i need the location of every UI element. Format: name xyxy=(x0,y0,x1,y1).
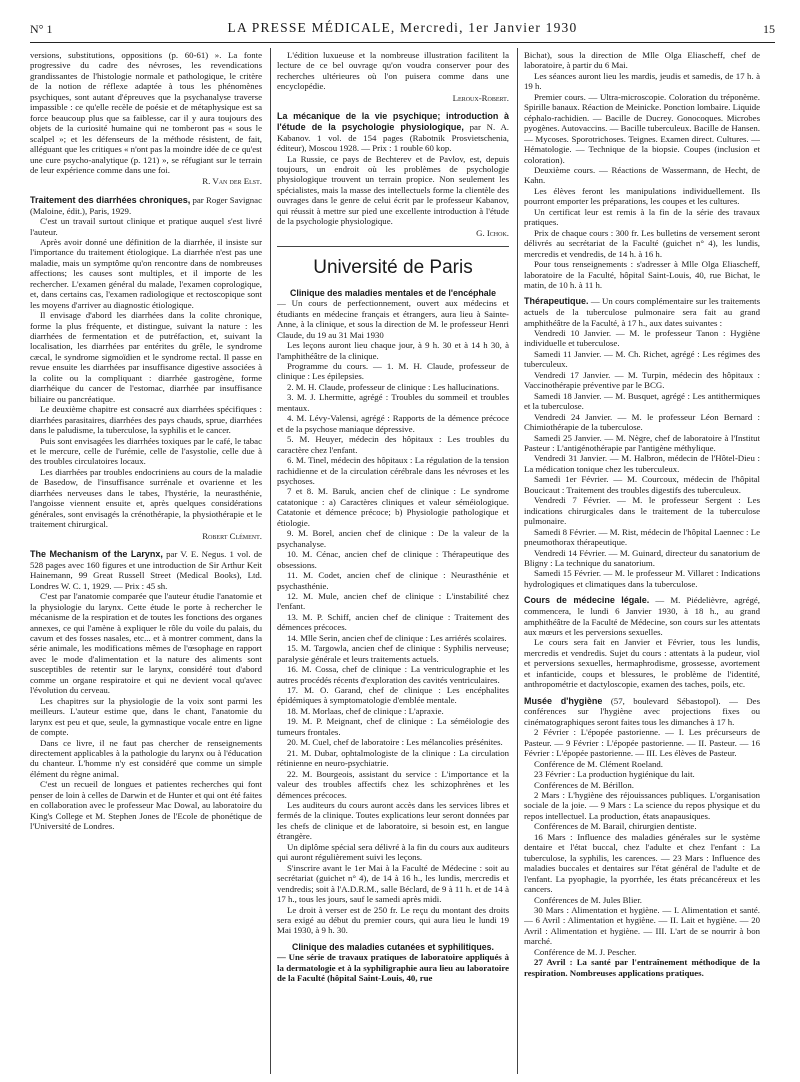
review-text: Puis sont envisagées les diarrhées toxiques par le café, le tabac et le mercure, celle de l'urémie, celle de l'asystolie, celle due à des troubles circulatoires locaux. xyxy=(30,435,262,467)
review-title: La mécanique de la vie psychique; introduction à l'étude de la psychologie physiologique, xyxy=(277,111,509,132)
review-text: Il envisage d'abord les diarrhées dans la colite chronique, forme la plus fréquente, et distingue, suivant la nature : les diarrhées de fermentation et de putréfaction, et, suivant la localisation, les diarrhées par entérites du grêle, le syndrome cæcal, le syndrome sigmoïdien et le syndrome rectal. Il passe en revue ensuite les diarrhées par insuffisance digestive associées à la colite ou la compliquant : diarrhée gastrogène, forme diarrhéique du cancer de l'estomac, diarrhée par insuffisance biliaire ou pancréatique. xyxy=(30,310,262,404)
notice-text: — M. Piédelièvre, agrégé, commencera, le lundi 6 Janvier 1930, à 18 h., au grand amphithéâtre de la Faculté de Médecine, son cours sur les attentats aux mœurs et les perversions sexuelles. xyxy=(524,595,760,637)
review-signature: Leroux-Robert. xyxy=(452,92,509,103)
list-item: 12. M. Mule, ancien chef de clinique : L'instabilité chez l'enfant. xyxy=(277,590,509,612)
list-item: 10. M. Cénac, ancien chef de clinique : Thérapeutique des obsessions. xyxy=(277,549,509,570)
header-rule xyxy=(30,42,775,43)
list-item: 5. M. Heuyer, médecin des hôpitaux : Les troubles du caractère chez l'enfant. xyxy=(277,434,509,455)
column-3 xyxy=(524,50,760,1076)
list-item: 17. M. O. Garand, chef de clinique : Les encéphalites épidémiques à symptomatologie d'emblée mentale. xyxy=(277,685,509,706)
review-title: The Mechanism of the Larynx, xyxy=(30,549,163,560)
list-item: Samedi 11 Janvier. — M. Ch. Richet, agrégé : Les régimes des tuberculeux. xyxy=(524,348,760,370)
review-text: Après avoir donné une définition de la diarrhée, il insiste sur l'importance du traitement étiologique. La diarrhée n'est pas une maladie, mais un symptôme qu'on rencontre dans de nombreuses affections; les causes sont multiples, et il importe de les rechercher. L'examen général du malade, l'examen coprologique, et, dans certains cas, l'examen radiologique et rectoscopique sont les moyens d'arriver au diagnostic étiologique. xyxy=(30,236,262,310)
notice-text: Un certificat leur est remis à la fin de la série des travaux pratiques. xyxy=(524,206,760,228)
review-signature: Robert Clément. xyxy=(202,530,262,541)
column-divider xyxy=(517,48,518,1074)
list-item: Conférence de M. J. Pescher. xyxy=(534,946,637,957)
review-text: Dans ce livre, il ne faut pas chercher de renseignements directement applicables à la pathologie du larynx ou à l'éducation du chanteur. L'homme n'y est considéré que comme un simple élément du règne animal. xyxy=(30,737,262,779)
column-2 xyxy=(277,50,509,1076)
column-divider xyxy=(270,48,271,1074)
notice-heading xyxy=(524,696,760,728)
list-item: 2 Mars : L'hygiène des réjouissances publiques. L'organisation sociale de la joie. — 9 Mars : La science du repos physique et du repos intellectuel. La production, états anapausiques. xyxy=(524,790,760,821)
review-text: versions, substitutions, oppositions (p. 60-61) ». La fonte progressive du cadre des névroses, les revendications grandissantes de l'histologie normale et pathologique, le critère de la notion de réflexe adaptée à tous les phénomènes psychiques, sont autant d'épreuves que la psychanalyse traverse impassible : ce qu'elle recèle de poésie et de métaphysique est sa force beaucoup plus que sa faiblesse, car il y aura toujours des objets de la curiosité humaine qui ne tomberont pas « sous le scalpel »; et les défenseurs de la méthode résistent, de fait, alléguant que les critiques « n'ont pas la moindre idée de ce qu'est une cure psycho-analytique (p. 121) », se réfugiant sur le terrain de leur expérience comme dans une foi. xyxy=(30,50,262,175)
notice-text: Prix de chaque cours : 300 fr. Les bulletins de versement seront délivrés au secrétariat de la Faculté (guichet n° 4), les lundis, mercredis et vendredis, de 14 h. à 16 h. xyxy=(524,227,760,259)
review-meta: par V. E. Negus. 1 vol. de 528 pages avec 160 figures et une introduction de Sir Arthur Keit Hainemann, 99 Great Russell Street (Medical Books), Ltd. Londres W. C. 1, 1929. — Prix : 45 sh. xyxy=(30,549,262,591)
list-item: 14. Mlle Serin, ancien chef de clinique : Les arriérés scolaires. xyxy=(287,632,507,643)
list-item: 6. M. Tinel, médecin des hôpitaux : La régulation de la tension rachidienne et de la circulation cérébrale dans les névroses et les psychoses. xyxy=(277,455,509,486)
list-item: 11. M. Codet, ancien chef de clinique : Neurasthénie et psychasthénie. xyxy=(277,570,509,591)
notice-text: S'inscrire avant le 1er Mai à la Faculté de Médecine : soit au secrétariat (guichet n° 4), de 14 à 16 h., les lundis, mercredis et vendredis; soit à l'A.D.R.M., salle Béclard, de 9 à 11 h. et de 14 à 17 h., tous les jours, sauf le samedi après midi. xyxy=(277,862,509,905)
list-item: 4. M. Lévy-Valensi, agrégé : Rapports de la démence précoce et de la psychose maniaque dépressive. xyxy=(277,413,509,434)
list-item: 19. M. P. Meignant, chef de clinique : La séméiologie des tumeurs frontales. xyxy=(277,716,509,737)
lecture-list xyxy=(524,328,760,589)
list-item: Samedi 15 Février. — M. le professeur M. Villaret : Indications hydrologiques et climatiques dans la tuberculose. xyxy=(524,568,760,589)
list-item: Conférences de M. Jules Blier. xyxy=(534,894,642,905)
list-item: Samedi 18 Janvier. — M. Busquet, agrégé : Les antithermiques et la tuberculose. xyxy=(524,390,760,412)
column-1 xyxy=(30,50,262,1076)
notice-text: — Un cours complémentaire sur les traitements actuels de la tuberculose pulmonaire sera fait au grand amphithéâtre de la Faculté, à 17 h., aux dates suivantes : xyxy=(524,296,760,328)
review-text: La Russie, ce pays de Bechterev et de Pavlov, est, depuis toujours, un endroit où les problèmes de psychologie physiologique trouvent un terrain propice. Non seulement les spécialistes, mais la masse des intellectuels forme la clientèle des ouvrages dans le genre de celui écrit par le professeur Kabanov, qui réussit à mettre sur pied une excellente introduction à l'étude de la psychologie physiologique. xyxy=(277,153,509,227)
review-text: C'est un travail surtout clinique et pratique auquel s'est livré l'auteur. xyxy=(30,216,262,237)
running-title: LA PRESSE MÉDICALE, Mercredi, 1er Janvier 1930 xyxy=(227,20,578,35)
list-item: Conférence de M. Clément Roeland. xyxy=(534,758,663,769)
list-item: Vendredi 7 Février. — M. le professeur Sergent : Les indications chirurgicales dans le traitement de la tuberculose pulmonaire. xyxy=(524,495,760,527)
section-rule xyxy=(277,246,509,247)
review-text: Les chapitres sur la physiologie de la voix sont parmi les meilleurs. L'auteur estime que, dans le chant, l'anatomie du larynx est peu et que, seule, la gymnastique vocale entre en ligne de compte. xyxy=(30,695,262,738)
lecture-list xyxy=(524,727,760,957)
notice-text: Les séances auront lieu les mardis, jeudis et samedis, de 17 h. à 19 h. xyxy=(524,70,760,92)
section-title: Université de Paris xyxy=(313,257,473,279)
notice-text: Deuxième cours. — Réactions de Wassermann, de Hecht, de Kahn. xyxy=(524,164,760,186)
list-item: 2. M. H. Claude, professeur de clinique : Les hallucinations. xyxy=(287,381,500,392)
review-signature: G. Ichok. xyxy=(476,227,509,238)
list-item: 21. M. Dubar, ophtalmologiste de la clinique : La circulation rétinienne en neuro-psychiatrie. xyxy=(277,747,509,769)
review-text: C'est par l'anatomie comparée que l'auteur étudie l'anatomie et la physiologie du larynx. Cette étude le porte à rechercher le mécanisme de la respiration et de toutes les fonctions des organes annexes, ce qui l'amène à expliquer le rôle du voile du palais, du cavum et des fosses nasales, etc... et à montrer comment, dans la série animale, les modifications mêmes de l'œsophage en rapport avec le mode d'alimentation et la nature des aliments sont susceptibles de retentir sur le larynx, considéré tout d'abord comme un organe respiratoire et qui ne devient vocal qu'avec l'évolution du cerveau. xyxy=(30,591,262,696)
list-item: 16. M. Cossa, chef de clinique : La ventriculographie et les autres procédés récents d'exploration des cavités ventriculaires. xyxy=(277,664,509,685)
notice-text: Le cours sera fait en Janvier et Février, tous les lundis, mercredis et vendredis. Sujet du cours : attentats à la pudeur, viol et perversions sexuelles, hermaphrodisme, grossesse, avortement et infanticide, coups et blessures, le problème de l'identité, anthropométrie et dactyloscopie, examen des taches, poils, etc. xyxy=(524,637,760,690)
review-title: Traitement des diarrhées chroniques, xyxy=(30,194,191,205)
list-item: Vendredi 17 Janvier. — M. Turpin, médecin des hôpitaux : Vaccinothérapie préventive par le BCG. xyxy=(524,369,760,391)
notice-title: Cours de médecine légale. xyxy=(524,595,650,606)
list-item: 3. M. J. Lhermitte, agrégé : Troubles du sommeil et troubles mentaux. xyxy=(277,392,509,413)
list-item: 7 et 8. M. Baruk, ancien chef de clinique : Le syndrome catatonique : a) Caractères cliniques et valeur séméiologique. Catatonie et démence précoce; b) Physiologie pathologique et étiologie. xyxy=(277,486,509,528)
lecture-list xyxy=(277,382,509,800)
issue-number: N° 1 xyxy=(30,22,53,36)
review-heading xyxy=(30,549,262,591)
notice-text: Programme du cours. — 1. M. H. Claude, professeur de clinique : Les épilepsies. xyxy=(277,360,509,382)
subsection-title: Clinique des maladies mentales et de l'encéphale xyxy=(290,287,496,298)
notice-text: Bichat), sous la direction de Mlle Olga Eliascheff, chef de laboratoire, à partir du 6 Mai. xyxy=(524,50,760,71)
list-item: 22. M. Bourgeois, assistant du service : L'importance et la valeur des troubles affectifs chez les schizophrènes et les démences précoces. xyxy=(277,768,509,800)
notice-title: Musée d'hygiène xyxy=(524,695,603,706)
review-meta: par N. A. Kabanov. 1 vol. de 154 pages (Rabotnik Prosvietschenia, éditeur), Moscou 1928. — Prix : 1 rouble 60 kop. xyxy=(277,121,509,154)
review-text: C'est un recueil de longues et patientes recherches qui font penser de loin à celles de Darwin et de Hunter et qui ont été faites en collaboration avec le professeur Mac Dowal, au laboratoire du King's College et M. Stephen Jones de l'Ecole de phonétique de l'Université de Londres. xyxy=(30,779,262,832)
subsection-title: Clinique des maladies cutanées et syphilitiques. xyxy=(292,941,494,952)
list-item: 16 Mars : Influence des maladies générales sur le système dentaire et l'état buccal, chez l'adulte et chez l'enfant : La tuberculose, la syphilis, les carences. — 23 Mars : Influence des maladies buccales et dentaires sur l'état général de l'adulte et de l'enfant. La pyophagie, la pyorrhée, les états précancéreux et les cancers. xyxy=(524,831,760,895)
review-meta: par Roger Savignac (Maloine, édit.), Paris, 1929. xyxy=(30,194,262,216)
list-item: 20. M. Cuel, chef de laboratoire : Les mélancolies présénites. xyxy=(287,737,503,748)
notice-text: Un diplôme spécial sera délivré à la fin du cours aux auditeurs qui auront régulièrement suivi les leçons. xyxy=(277,841,509,863)
list-item: Vendredi 10 Janvier. — M. le professeur Tanon : Hygiène individuelle et tuberculose. xyxy=(524,328,760,349)
list-item: Vendredi 31 Janvier. — M. Halbron, médecin de l'Hôtel-Dieu : La médication tonique chez les tuberculeux. xyxy=(524,453,760,474)
list-item: Samedi 1er Février. — M. Courcoux, médecin de l'hôpital Boucicaut : Traitement des troubles digestifs des tuberculeux. xyxy=(524,474,760,495)
list-item: 2 Février : L'épopée pastorienne. — I. Les précurseurs de Pasteur. — 9 Février : L'épopée pastorienne. — II. Pasteur. — 16 Février : L'épopée pastorienne. — III. Les élèves de Pasteur. xyxy=(524,727,760,759)
notice-text: — Une série de travaux pratiques de laboratoire appliqués à la dermatologie et à la syphiligraphie aura lieu au laboratoire de la Faculté (hôpital Saint-Louis, 40, rue xyxy=(277,952,509,984)
list-item: Conférences de M. Bérillon. xyxy=(534,779,634,790)
notice-text: Les auditeurs du cours auront accès dans les services libres et fermés de la clinique. Toutes explications leur seront données par les chefs de clinique et de laboratoire, si besoin est, en langue étrangère. xyxy=(277,800,509,842)
list-item: Vendredi 14 Février. — M. Guinard, directeur du sanatorium de Bligny : La technique du sanatorium. xyxy=(524,547,760,568)
list-item: Samedi 8 Février. — M. Rist, médecin de l'hôpital Laennec : Le pneumothorax thérapeutique. xyxy=(524,526,760,548)
review-heading xyxy=(30,195,262,216)
review-text: L'édition luxueuse et la nombreuse illustration facilitent la lecture de ce bel ouvrage qu'on voudra conserver pour des recherches ultérieures où l'on puisera comme dans une encyclopédie. xyxy=(277,50,509,92)
notice-title: Thérapeutique. xyxy=(524,296,589,307)
notice-text: Pour tous renseignements : s'adresser à Mlle Olga Eliascheff, laboratoire de la Faculté, hôpital Saint-Louis, 40, rue Bichat, le matin, de 10 h. à 11 h. xyxy=(524,259,760,290)
list-item: Vendredi 24 Janvier. — M. le professeur Léon Bernard : Chimiothérapie de la tuberculose. xyxy=(524,411,760,433)
list-item: 23 Février : La production hygiénique du lait. xyxy=(534,769,695,780)
list-item: 18. M. Morlaas, chef de clinique : L'apraxie. xyxy=(287,705,444,716)
notice-text: Les élèves feront les manipulations individuellement. Ils pourront emporter les préparations, les coupes et les cultures. xyxy=(524,185,760,207)
list-item: Samedi 25 Janvier. — M. Nègre, chef de laboratoire à l'Institut Pasteur : L'antigénothérapie par l'antigène méthylique. xyxy=(524,432,760,454)
notice-text: Les leçons auront lieu chaque jour, à 9 h. 30 et à 14 h 30, à l'amphithéâtre de la clinique. xyxy=(277,340,509,361)
review-signature: R. Van der Elst. xyxy=(202,176,262,187)
notice-text: 27 Avril : La santé par l'entraînement méthodique de la respiration. Nombreuses applications pratiques. xyxy=(524,957,760,978)
review-heading xyxy=(277,111,509,153)
page-header xyxy=(30,20,775,42)
list-item: 9. M. Borel, ancien chef de clinique : De la valeur de la psychanalyse. xyxy=(277,528,509,549)
list-item: Conférences de M. Barail, chirurgien dentiste. xyxy=(534,821,697,832)
notice-text: (57, boulevard Sébastopol). — Des conférences sur l'hygiène avec projections fixes ou cinématographiques seront faites tous les dimanches à 17 h. xyxy=(524,695,760,727)
review-text: Les diarrhées par troubles endocriniens au cours de la maladie de Basedow, de l'insuffisance surrénale et ovarienne et les diarrhées nerveuses dans le tabes, l'hystérie, la neurasthénie, l'angoisse viennent ensuite et, après quelques considérations générales, sont envisagés la crénothérapie, la physiothérapie et le traitement chirurgical. xyxy=(30,466,262,530)
notice-heading xyxy=(524,595,760,637)
list-item: 30 Mars : Alimentation et hygiène. — I. Alimentation et santé. — 6 Avril : Alimentation et hygiène. — II. Lait et hygiène. — 20 Avril : Alimentation et hygiène. — III. L'art de se nourrir à bon marché. xyxy=(524,905,760,947)
notice-text: — Un cours de perfectionnement, ouvert aux médecins et étudiants en médecine français et étrangers, aura lieu à Sainte-Anne, à la clinique, et sous la direction de M. le professeur Henri Claude, du 19 au 31 Mai 1930 xyxy=(277,298,509,340)
list-item: 15. M. Targowla, ancien chef de clinique : Syphilis nerveuse; paralysie générale et leurs traitements actuels. xyxy=(277,643,509,664)
notice-heading xyxy=(524,296,760,328)
list-item: 13. M. P. Schiff, ancien chef de clinique : Traitement des démences précoces. xyxy=(277,611,509,633)
notice-text: Le droit à verser est de 250 fr. Le reçu du montant des droits sera exigé au début du premier cours, qui aura lieu le lundi 19 Mai 1930, à 9 h. 30. xyxy=(277,904,509,936)
notice-text: Premier cours. — Ultra-microscopie. Coloration du tréponème. Spirille banaux. Réaction de Meinicke. Ponction lombaire. Liquide céphalo-rachidien. — Bacille de Ducrey. Gonocoques. Microbes pyogènes. Autovaccins. — Bacille tuberculeux. Bacille de Hansen. — Mycoses. Sporotrichoses. Teignes. Examen direct. Cultures. — Hématologie. — Technique de la biopsie. Coupes (inclusion et coloration). xyxy=(524,91,760,165)
page-number: 15 xyxy=(763,22,775,36)
review-text: Le deuxième chapitre est consacré aux diarrhées spécifiques : diarrhées parasitaires, diarrhées des pays chauds, sprue, diarrhées dans le paludisme, la tuberculose, la syphilis et le cancer. xyxy=(30,404,262,436)
